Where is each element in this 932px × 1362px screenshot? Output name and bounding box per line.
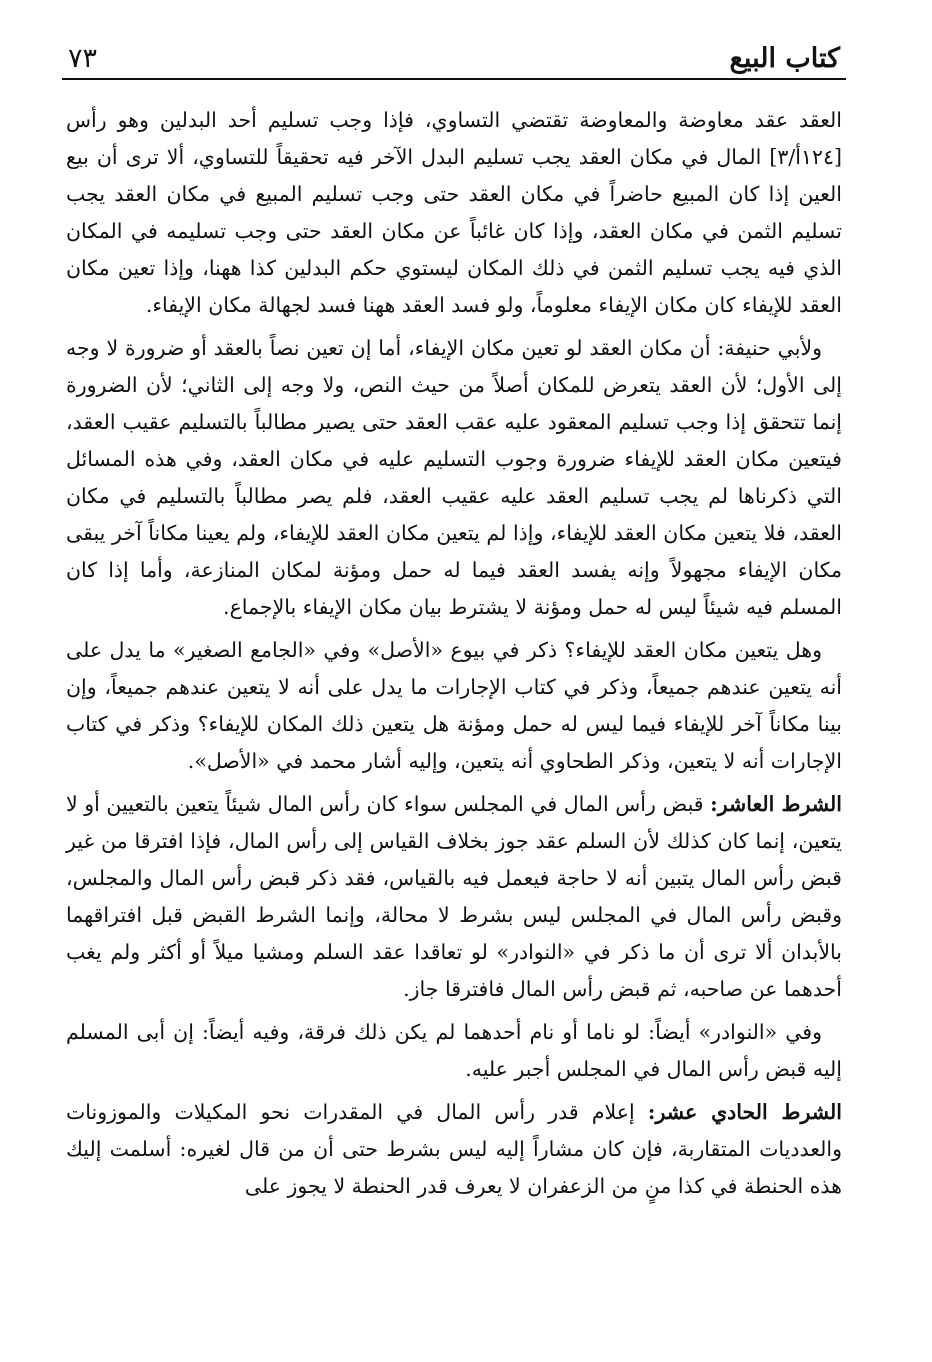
- paragraph-5: [66, 1014, 842, 1088]
- page-number: ٧٣: [68, 43, 98, 74]
- paragraph-2: [66, 330, 842, 626]
- paragraph-5-text: وفي «النوادر» أيضاً: لو ناما أو نام أحدهما لم يكن ذلك فرقة، وفيه أيضاً: إن أبى المسلم إليه قبض رأس المال في المجلس أجبر عليه.: [66, 1020, 842, 1081]
- paragraph-3: [66, 632, 842, 780]
- body-text: [62, 102, 846, 1205]
- paragraph-2-text: ولأبي حنيفة: أن مكان العقد لو تعين مكان الإيفاء، أما إن تعين نصاً بالعقد أو ضرورة لا وجه إلى الأول؛ لأن العقد يتعرض للمكان أصلاً من حيث النص، ولا وجه إلى الثاني؛ لأن الضرورة إنما تتحقق إذا وجب تسليم المعقود عليه عقب العقد حتى يصير مطالباً بالتسليم عقيب العقد، فيتعين مكان العقد للإيفاء ضرورة وجوب التسليم عليه في مكان العقد، وفي هذه المسائل التي ذكرناها لم يجب تسليم العقد عليه عقيب العقد، فلم يصر مطالباً بالتسليم في مكان العقد، فلا يتعين مكان العقد للإيفاء، وإذا لم يتعين مكان العقد للإيفاء، ولم يعينا مكاناً آخر يبقى مكان الإيفاء مجهولاً وإنه يفسد العقد فيما له حمل ومؤنة لمكان المنازعة، وأما إذا كان المسلم فيه شيئاً ليس له حمل ومؤنة لا يشترط بيان مكان الإيفاء بالإجماع.: [66, 336, 842, 619]
- paragraph-3-text: وهل يتعين مكان العقد للإيفاء؟ ذكر في بيوع «الأصل» وفي «الجامع الصغير» ما يدل على أنه يتعين عندهم جميعاً، وذكر في كتاب الإجارات ما يدل على أنه لا يتعين عندهم جميعاً، وإن بينا مكاناً آخر للإيفاء فيما ليس له حمل ومؤنة هل يتعين ذلك المكان للإيفاء؟ وذكر في كتاب الإجارات أنه لا يتعين، وذكر الطحاوي أنه يتعين، وإليه أشار محمد في «الأصل».: [66, 638, 842, 773]
- paragraph-4-text: قبض رأس المال في المجلس سواء كان رأس المال شيئاً يتعين بالتعيين أو لا يتعين، إنما كان كذلك لأن السلم عقد جوز بخلاف القياس إلى رأس المال، فإذا افترقا من غير قبض رأس المال يتبين أنه لا حاجة فيعمل فيه بالقياس، فقد ذكر قبض رأس المال والمجلس، وقبض رأس المال في المجلس ليس بشرط لا محالة، وإنما الشرط القبض قبل افتراقهما بالأبدان ألا ترى أن ما ذكر في «النوادر» لو تعاقدا عقد السلم ومشيا ميلاً أو أكثر ولم يغب أحدهما عن صاحبه، ثم قبض رأس المال فافترقا جاز.: [66, 792, 842, 1001]
- running-title: كتاب البيع: [729, 43, 840, 74]
- paragraph-6: [66, 1094, 842, 1205]
- paragraph-1-text: العقد عقد معاوضة والمعاوضة تقتضي التساوي، فإذا وجب تسليم أحد البدلين وهو رأس [١٢٤أ/٣] المال في مكان العقد يجب تسليم البدل الآخر فيه تحقيقاً للتساوي، ألا ترى أن بيع العين إذا كان المبيع حاضراً في مكان العقد حتى وجب تسليم المبيع في مكان العقد يجب تسليم الثمن في مكان العقد، وإذا كان غائباً عن مكان العقد حتى وجب تسليمه في المكان الذي فيه يجب تسليم الثمن في ذلك المكان ليستوي حكم البدلين كذا ههنا، وإذا تعين مكان العقد للإيفاء كان مكان الإيفاء معلوماً، ولو فسد العقد ههنا فسد لجهالة مكان الإيفاء.: [66, 108, 842, 317]
- paragraph-6-text: إعلام قدر رأس المال في المقدرات نحو المكيلات والموزونات والعدديات المتقاربة، فإن كان مشاراً إليه ليس بشرط حتى أن من قال لغيره: أسلمت إليك هذه الحنطة في كذا منٍ من الزعفران لا يعرف قدر الحنطة لا يجوز على: [66, 1100, 842, 1198]
- paragraph-1: [66, 102, 842, 324]
- condition-ten-heading: الشرط العاشر:: [710, 792, 842, 816]
- book-page: [62, 20, 846, 1350]
- paragraph-4: [66, 786, 842, 1008]
- condition-eleven-heading: الشرط الحادي عشر:: [647, 1100, 842, 1124]
- page-header: [62, 20, 846, 80]
